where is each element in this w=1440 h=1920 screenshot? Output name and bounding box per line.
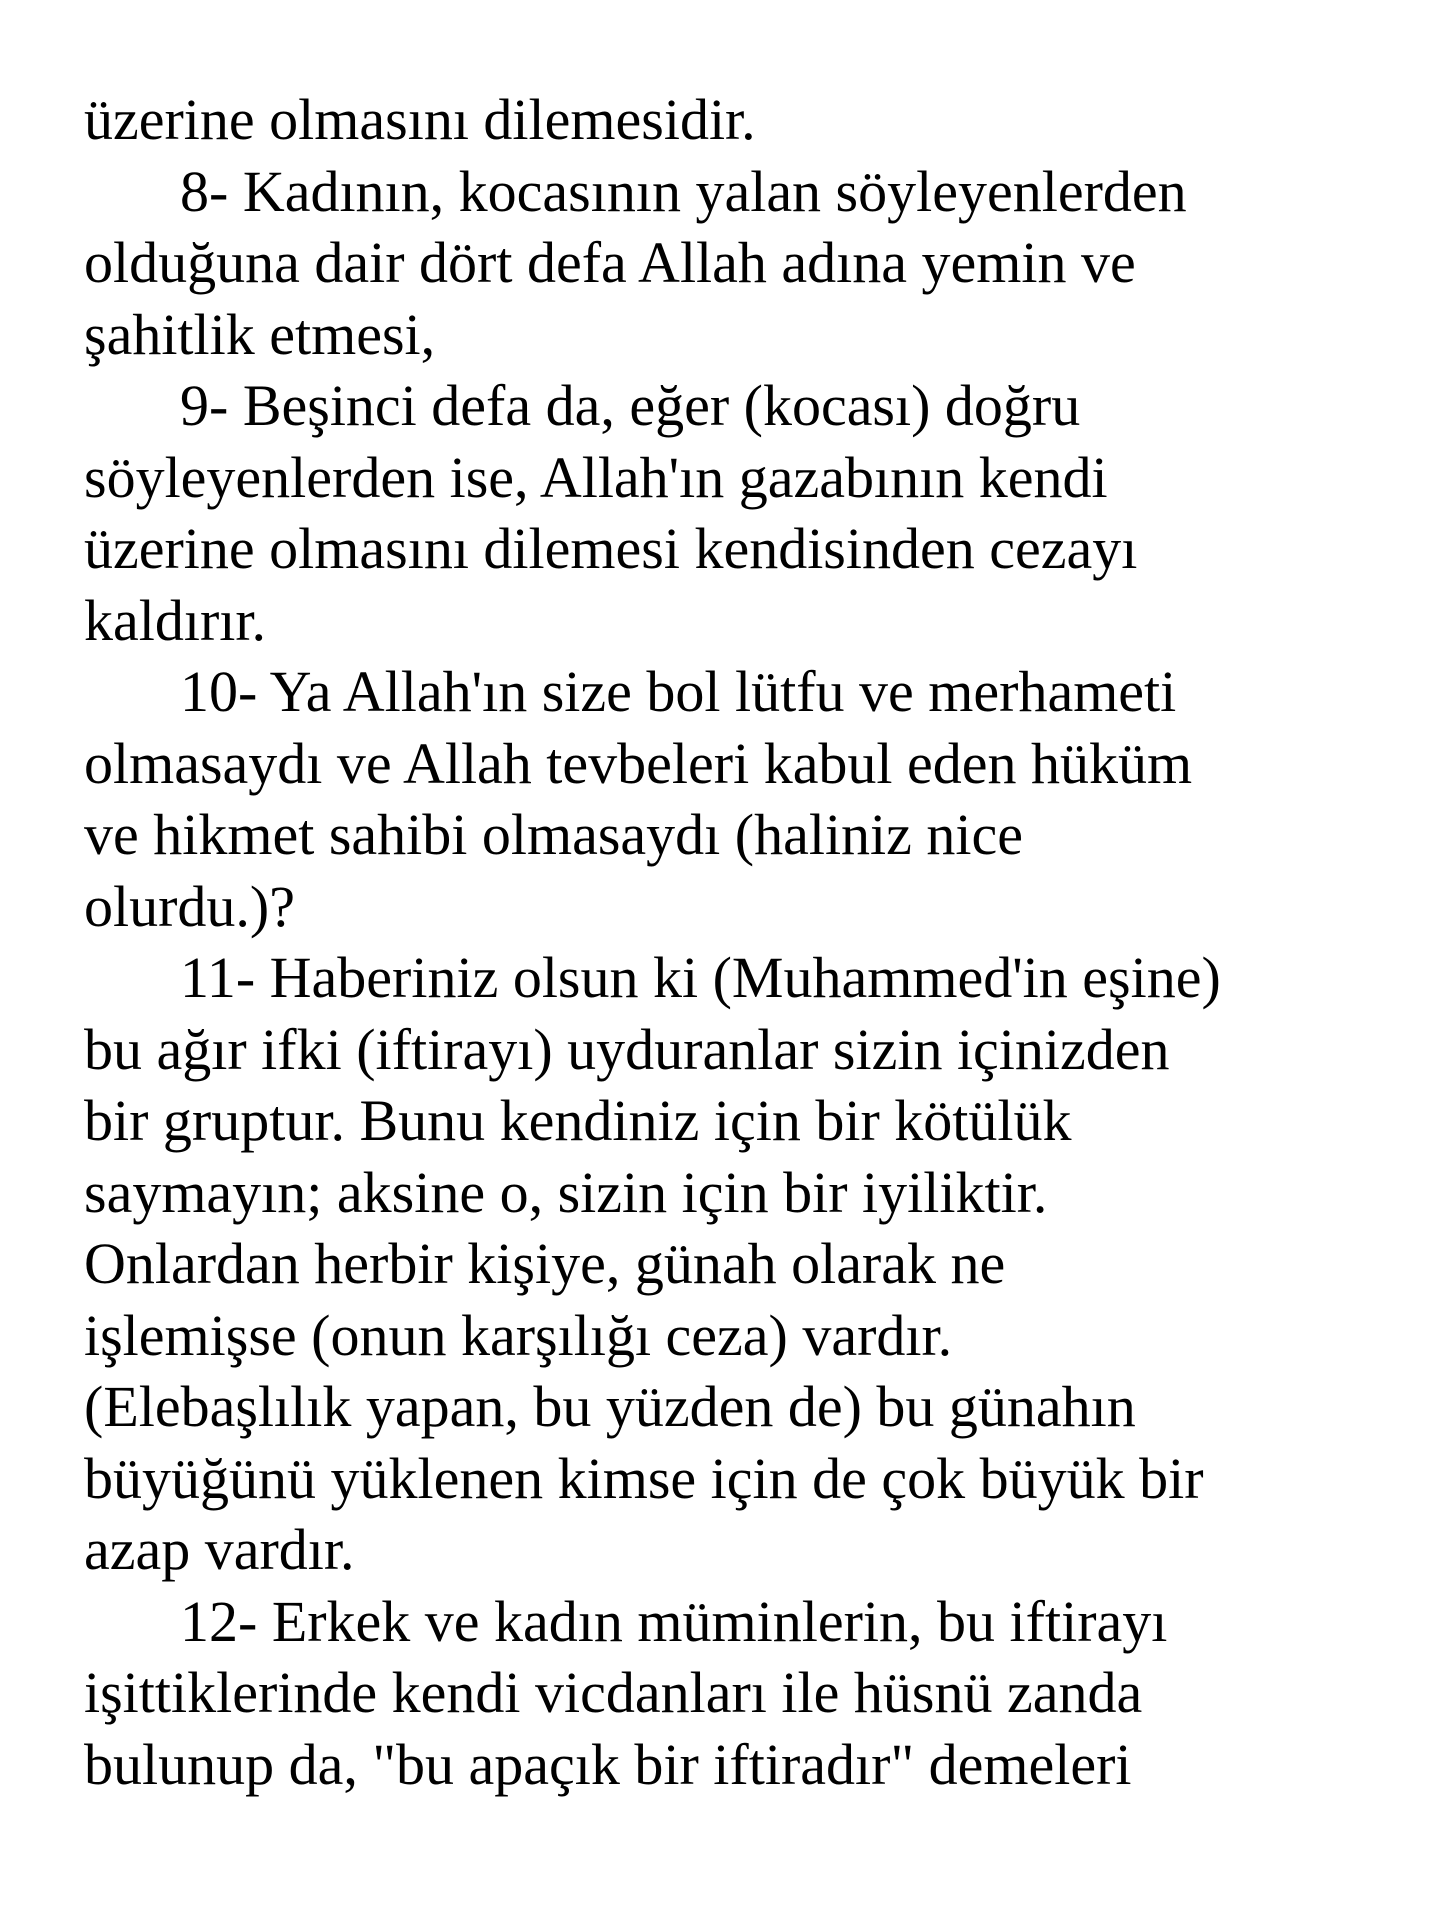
text-line: (Elebaşlılık yapan, bu yüzden de) bu günahın (84, 1374, 1136, 1439)
text-line: büyüğünü yüklenen kimse için de çok büyük bir (84, 1445, 1204, 1511)
text-line: işittiklerinde kendi vicdanları ile hüsnü zanda (84, 1660, 1143, 1725)
text-line: işlemişse (onun karşılığı ceza) vardır. (84, 1302, 953, 1368)
text-line: bulunup da, "bu apaçık bir iftiradır" demeleri (84, 1731, 1132, 1797)
text-line: kaldırır. (84, 587, 267, 653)
text-line: üzerine olmasını dilemesidir. (84, 87, 756, 152)
text-line: söyleyenlerden ise, Allah'ın gazabının kendi (84, 444, 1108, 510)
text-line: olduğuna dair dört defa Allah adına yemin ve (84, 230, 1136, 295)
document-page (84, 84, 1384, 1800)
text-line: Onlardan herbir kişiye, günah olarak ne (84, 1231, 1006, 1296)
text-line: bir gruptur. Bunu kendiniz için bir kötülük (84, 1088, 1072, 1153)
text-line: saymayın; aksine o, sizin için bir iyiliktir. (84, 1159, 1048, 1225)
text-line: 11- Haberiniz olsun ki (Muhammed'in eşine) (180, 945, 1221, 1010)
text-line: üzerine olmasını dilemesi kendisinden cezayı (84, 516, 1138, 581)
text-line: ve hikmet sahibi olmasaydı (haliniz nice (84, 802, 1024, 867)
text-line: azap vardır. (84, 1517, 355, 1582)
text-line: olurdu.)? (84, 873, 295, 939)
text-line: 8- Kadının, kocasının yalan söyleyenlerden (180, 158, 1187, 224)
text-line: olmasaydı ve Allah tevbeleri kabul eden hüküm (84, 730, 1193, 796)
text-line: bu ağır ifki (iftirayı) uyduranlar sizin içinizden (84, 1016, 1170, 1082)
text-line: şahitlik etmesi, (84, 301, 436, 367)
text-line: 9- Beşinci defa da, eğer (kocası) doğru (180, 373, 1081, 438)
text-line: 12- Erkek ve kadın müminlerin, bu iftirayı (180, 1588, 1168, 1654)
text-line: 10- Ya Allah'ın size bol lütfu ve merhameti (180, 659, 1177, 724)
